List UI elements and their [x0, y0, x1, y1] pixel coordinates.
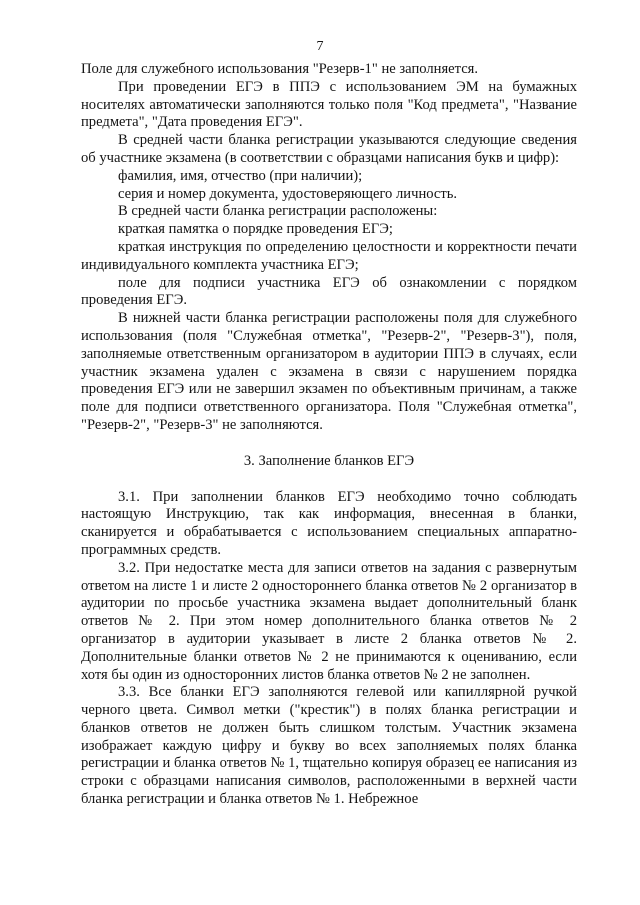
paragraph-middle-located: В средней части бланка регистрации расположены:	[118, 203, 438, 220]
list-item-instruction: краткая инструкция по определению целостности и корректности печати индивидуального комплекта участника ЕГЭ;	[81, 238, 577, 273]
paragraph-bottom-part: В нижней части бланка регистрации расположены поля для служебного использования (поля "Служебная отметка", "Резерв-2", "Резерв-3"), поля, заполняемые ответственным организатором в аудитории ППЭ в случаях, если участник экзамена удален с экзамена в связи с нарушением порядка проведения ЕГЭ или не завершил экзамен по объективным причинам, а также поле для подписи ответственного организатора. Поля "Служебная отметка", "Резерв-2", "Резерв-3" не заполняются.	[81, 310, 577, 433]
document-body	[81, 61, 577, 809]
page-number: 7	[316, 39, 324, 54]
paragraph-auto-fields: При проведении ЕГЭ в ППЭ с использованием ЭМ на бумажных носителях автоматически заполняются только поля "Код предмета", "Название предмета", "Дата проведения ЕГЭ".	[81, 78, 577, 131]
list-item-name: фамилия, имя, отчество (при наличии);	[118, 167, 363, 184]
section-heading: 3. Заполнение бланков ЕГЭ	[243, 452, 415, 469]
list-item-memo: краткая памятка о порядке проведения ЕГЭ;	[118, 221, 393, 238]
paragraph-3-1: 3.1. При заполнении бланков ЕГЭ необходимо точно соблюдать настоящую Инструкцию, так как информация, внесенная в бланки, сканируется и обрабатывается с использованием специальных аппаратно-программных средств.	[81, 488, 577, 558]
list-item-signature-field: поле для подписи участника ЕГЭ об ознакомлении с порядком проведения ЕГЭ.	[81, 274, 577, 309]
paragraph-reserve-1: Поле для служебного использования "Резерв-1" не заполняется.	[81, 61, 479, 77]
paragraph-3-2: 3.2. При недостатке места для записи ответов на задания с развернутым ответом на листе 1 и листе 2 одностороннего бланка ответов № 2 организатор в аудитории по просьбе участника экзамена выдает дополнительный бланк ответов № 2. При этом номер дополнительного бланка ответов № 2 организатор в аудитории указывает в листе 2 бланка ответов № 2. Дополнительные бланки ответов № 2 не принимаются к оцениванию, если хотя бы один из односторонних листов бланка ответов № 2 не заполнен.	[81, 559, 577, 683]
list-item-document: серия и номер документа, удостоверяющего личность.	[118, 185, 458, 202]
paragraph-3-3: 3.3. Все бланки ЕГЭ заполняются гелевой или капиллярной ручкой черного цвета. Символ метки ("крестик") в полях бланка регистрации и бланков ответов не должен быть слишком толстым. Участник экзамена изображает каждую цифру и букву во всех заполняемых полях бланка регистрации и бланка ответов № 1, тщательно копируя образец ее написания из строки с образцами написания символов, расположенными в верхней части бланка регистрации и бланка ответов № 1. Небрежное	[81, 684, 577, 808]
paragraph-middle-info: В средней части бланка регистрации указываются следующие сведения об участнике экзамена (в соответствии с образцами написания букв и цифр):	[81, 132, 577, 166]
